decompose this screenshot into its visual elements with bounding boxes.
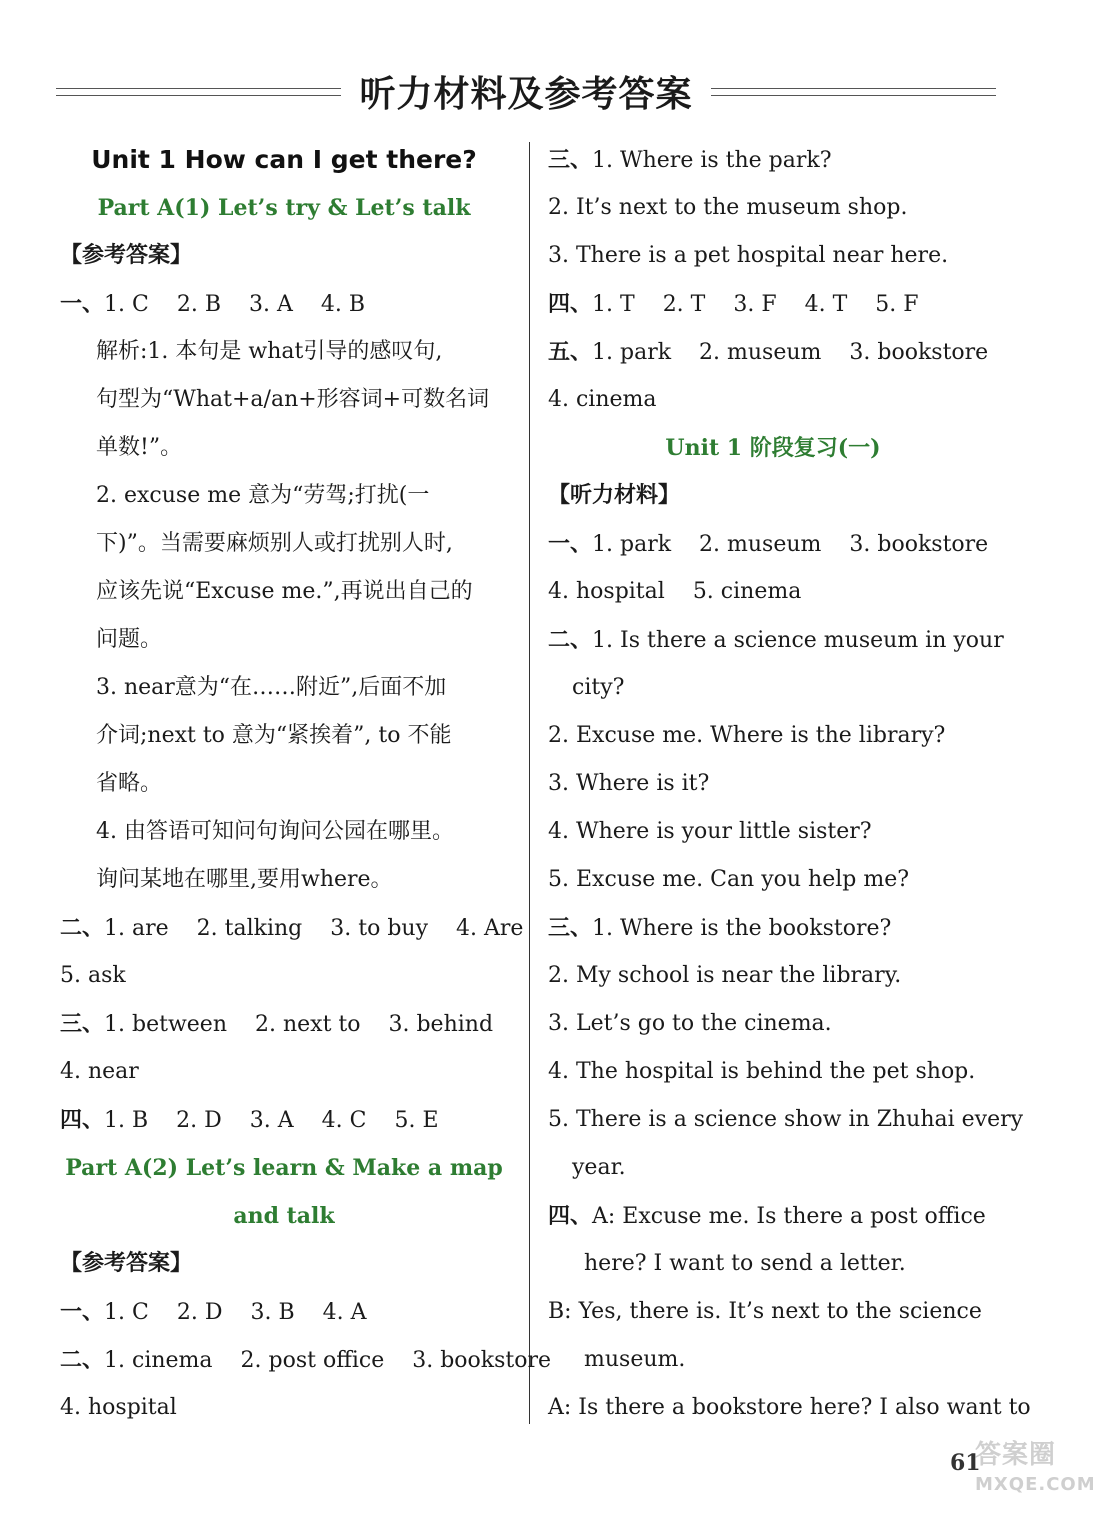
word: 1. park	[592, 532, 672, 557]
answer: 3. bookstore	[412, 1348, 552, 1373]
sentence: 1. Is there a science museum in your	[592, 628, 1004, 653]
answer-row-2	[60, 904, 524, 952]
section-title-review: Unit 1 阶段复习(一)	[665, 435, 881, 461]
answer: 1. Where is the park?	[592, 148, 832, 173]
section-title-part-a2: Part A(2) Let’s learn & Make a map	[65, 1155, 503, 1181]
dialog-line-4: museum.	[584, 1347, 686, 1372]
answer: 4. T	[804, 292, 848, 317]
section-title-part-a1: Part A(1) Let’s try & Let’s talk	[97, 195, 471, 221]
analysis-line: 3. near意为“在……附近”,后面不加	[96, 675, 447, 700]
answer: 1. T	[592, 292, 635, 317]
analysis-line: 问题。	[96, 627, 163, 652]
answer: 4. B	[320, 292, 366, 317]
dialog-line-2: here? I want to send a letter.	[584, 1251, 906, 1276]
listening-row-2-1	[548, 616, 1004, 664]
analysis-line: 4. 由答语可知问句询问公园在哪里。	[96, 819, 454, 844]
answer-row-1	[60, 280, 508, 328]
answer-label: 【参考答案】	[60, 243, 193, 268]
answer: 5. E	[394, 1108, 439, 1133]
answer: 2. talking	[196, 916, 303, 941]
answer: 2. T	[662, 292, 706, 317]
word: 5. cinema	[692, 579, 802, 604]
item-number: 三、	[60, 1011, 105, 1037]
item-number: 三、	[548, 915, 593, 941]
title-rule-right	[711, 88, 996, 96]
page-title: 听力材料及参考答案	[359, 74, 693, 115]
item-number: 一、	[60, 1299, 105, 1325]
answer-row-s5	[548, 328, 998, 376]
listening-sentence: 3. Let’s go to the cinema.	[548, 1011, 832, 1036]
answer: 1. are	[104, 916, 169, 941]
answer: 3. to buy	[330, 916, 429, 941]
analysis-line: 省略。	[96, 771, 163, 796]
answer-row-p2-1	[60, 1288, 508, 1336]
listening-label: 【听力材料】	[548, 483, 681, 508]
answer: 2. post office	[240, 1348, 385, 1373]
dialog-line-3: B: Yes, there is. It’s next to the science	[548, 1299, 982, 1324]
listening-sentence: 2. My school is near the library.	[548, 963, 902, 988]
dialog-line-1	[548, 1192, 998, 1240]
item-number: 四、	[548, 1203, 593, 1229]
dialog-line-5: A: Is there a bookstore here? I also want to	[548, 1395, 1031, 1420]
page-header	[56, 62, 996, 122]
answer: 3. A	[249, 292, 293, 317]
answer-row-s5-cont: 4. cinema	[548, 387, 657, 412]
answer: 3. F	[733, 292, 777, 317]
analysis-line: 询问某地在哪里,要用where。	[96, 867, 393, 892]
right-column	[548, 136, 1031, 1432]
item-number: 二、	[548, 627, 593, 653]
analysis-line: 介词;next to 意为“紧挨着”, to 不能	[96, 723, 452, 748]
analysis-line: 解析:1. 本句是 what引导的感叹句,	[96, 339, 443, 364]
item-number: 一、	[548, 531, 593, 557]
column-divider	[529, 142, 530, 1424]
analysis-line: 单数!”。	[96, 435, 183, 460]
answer: 1. B	[104, 1108, 149, 1133]
listening-sentence: 4. The hospital is behind the pet shop.	[548, 1059, 976, 1084]
answer-row-3	[60, 1000, 508, 1048]
listening-row-1	[548, 520, 998, 568]
answer-row-s3-1	[548, 136, 998, 184]
watermark-logo	[975, 1440, 1096, 1500]
answer: 5. F	[875, 292, 919, 317]
listening-sentence-cont: year.	[572, 1155, 626, 1180]
item-number: 四、	[548, 291, 593, 317]
listening-sentence: 2. Excuse me. Where is the library?	[548, 723, 946, 748]
answer-row-3-cont: 4. near	[60, 1059, 139, 1084]
word: 2. museum	[699, 532, 822, 557]
answer-row-2-cont: 5. ask	[60, 963, 126, 988]
answer-row-p2-2-cont: 4. hospital	[60, 1395, 177, 1420]
analysis-line: 2. excuse me 意为“劳驾;打扰(一	[96, 483, 430, 508]
answer: 3. B	[250, 1300, 295, 1325]
listening-sentence: 5. Excuse me. Can you help me?	[548, 867, 910, 892]
dialog-text: A: Excuse me. Is there a post office	[592, 1204, 986, 1229]
listening-row-1-cont	[548, 568, 998, 616]
page-number: 61	[950, 1450, 981, 1476]
answer-row-s3-3: 3. There is a pet hospital near here.	[548, 243, 949, 268]
listening-sentence: 3. Where is it?	[548, 771, 710, 796]
answer-row-4	[60, 1096, 508, 1144]
analysis-line: 应该先说“Excuse me.”,再说出自己的	[96, 579, 473, 604]
answer: 3. behind	[388, 1012, 494, 1037]
listening-row-3-1	[548, 904, 998, 952]
section-title-part-a2-cont: and talk	[233, 1203, 335, 1229]
listening-row-2-1-cont: city?	[572, 675, 625, 700]
answer: 2. museum	[699, 340, 822, 365]
answer: 2. D	[176, 1300, 223, 1325]
answer: 4. Are	[456, 916, 524, 941]
item-number: 三、	[548, 147, 593, 173]
watermark-url: MXQE.COM	[975, 1474, 1096, 1495]
answer: 2. next to	[254, 1012, 361, 1037]
answer: 2. D	[176, 1108, 222, 1133]
answer: 1. C	[104, 1300, 149, 1325]
analysis-line: 句型为“What+a/an+形容词+可数名词	[96, 387, 490, 412]
answer: 2. B	[176, 292, 221, 317]
item-number: 二、	[60, 915, 105, 941]
answer-label: 【参考答案】	[60, 1251, 193, 1276]
left-column	[60, 136, 552, 1432]
analysis-line: 下)”。当需要麻烦别人或打扰别人时,	[96, 531, 453, 556]
answer: 1. between	[104, 1012, 227, 1037]
answer: 1. cinema	[104, 1348, 213, 1373]
word: 3. bookstore	[849, 532, 989, 557]
answer-row-p2-2	[60, 1336, 552, 1384]
word: 4. hospital	[548, 579, 665, 604]
answer: 4. C	[321, 1108, 367, 1133]
answer: 3. A	[249, 1108, 294, 1133]
answer: 3. bookstore	[849, 340, 989, 365]
item-number: 一、	[60, 291, 105, 317]
watermark-text: 答案圈	[975, 1440, 1057, 1470]
answer-row-s4	[548, 280, 998, 328]
item-number: 四、	[60, 1107, 105, 1133]
sentence: 1. Where is the bookstore?	[592, 916, 892, 941]
item-number: 二、	[60, 1347, 105, 1373]
answer-row-s3-2: 2. It’s next to the museum shop.	[548, 195, 908, 220]
answer: 1. park	[592, 340, 672, 365]
listening-sentence: 5. There is a science show in Zhuhai every	[548, 1107, 1024, 1132]
answer: 4. A	[322, 1300, 367, 1325]
answer: 1. C	[104, 292, 149, 317]
item-number: 五、	[548, 339, 593, 365]
unit-title: Unit 1 How can I get there?	[91, 145, 477, 174]
listening-sentence: 4. Where is your little sister?	[548, 819, 872, 844]
